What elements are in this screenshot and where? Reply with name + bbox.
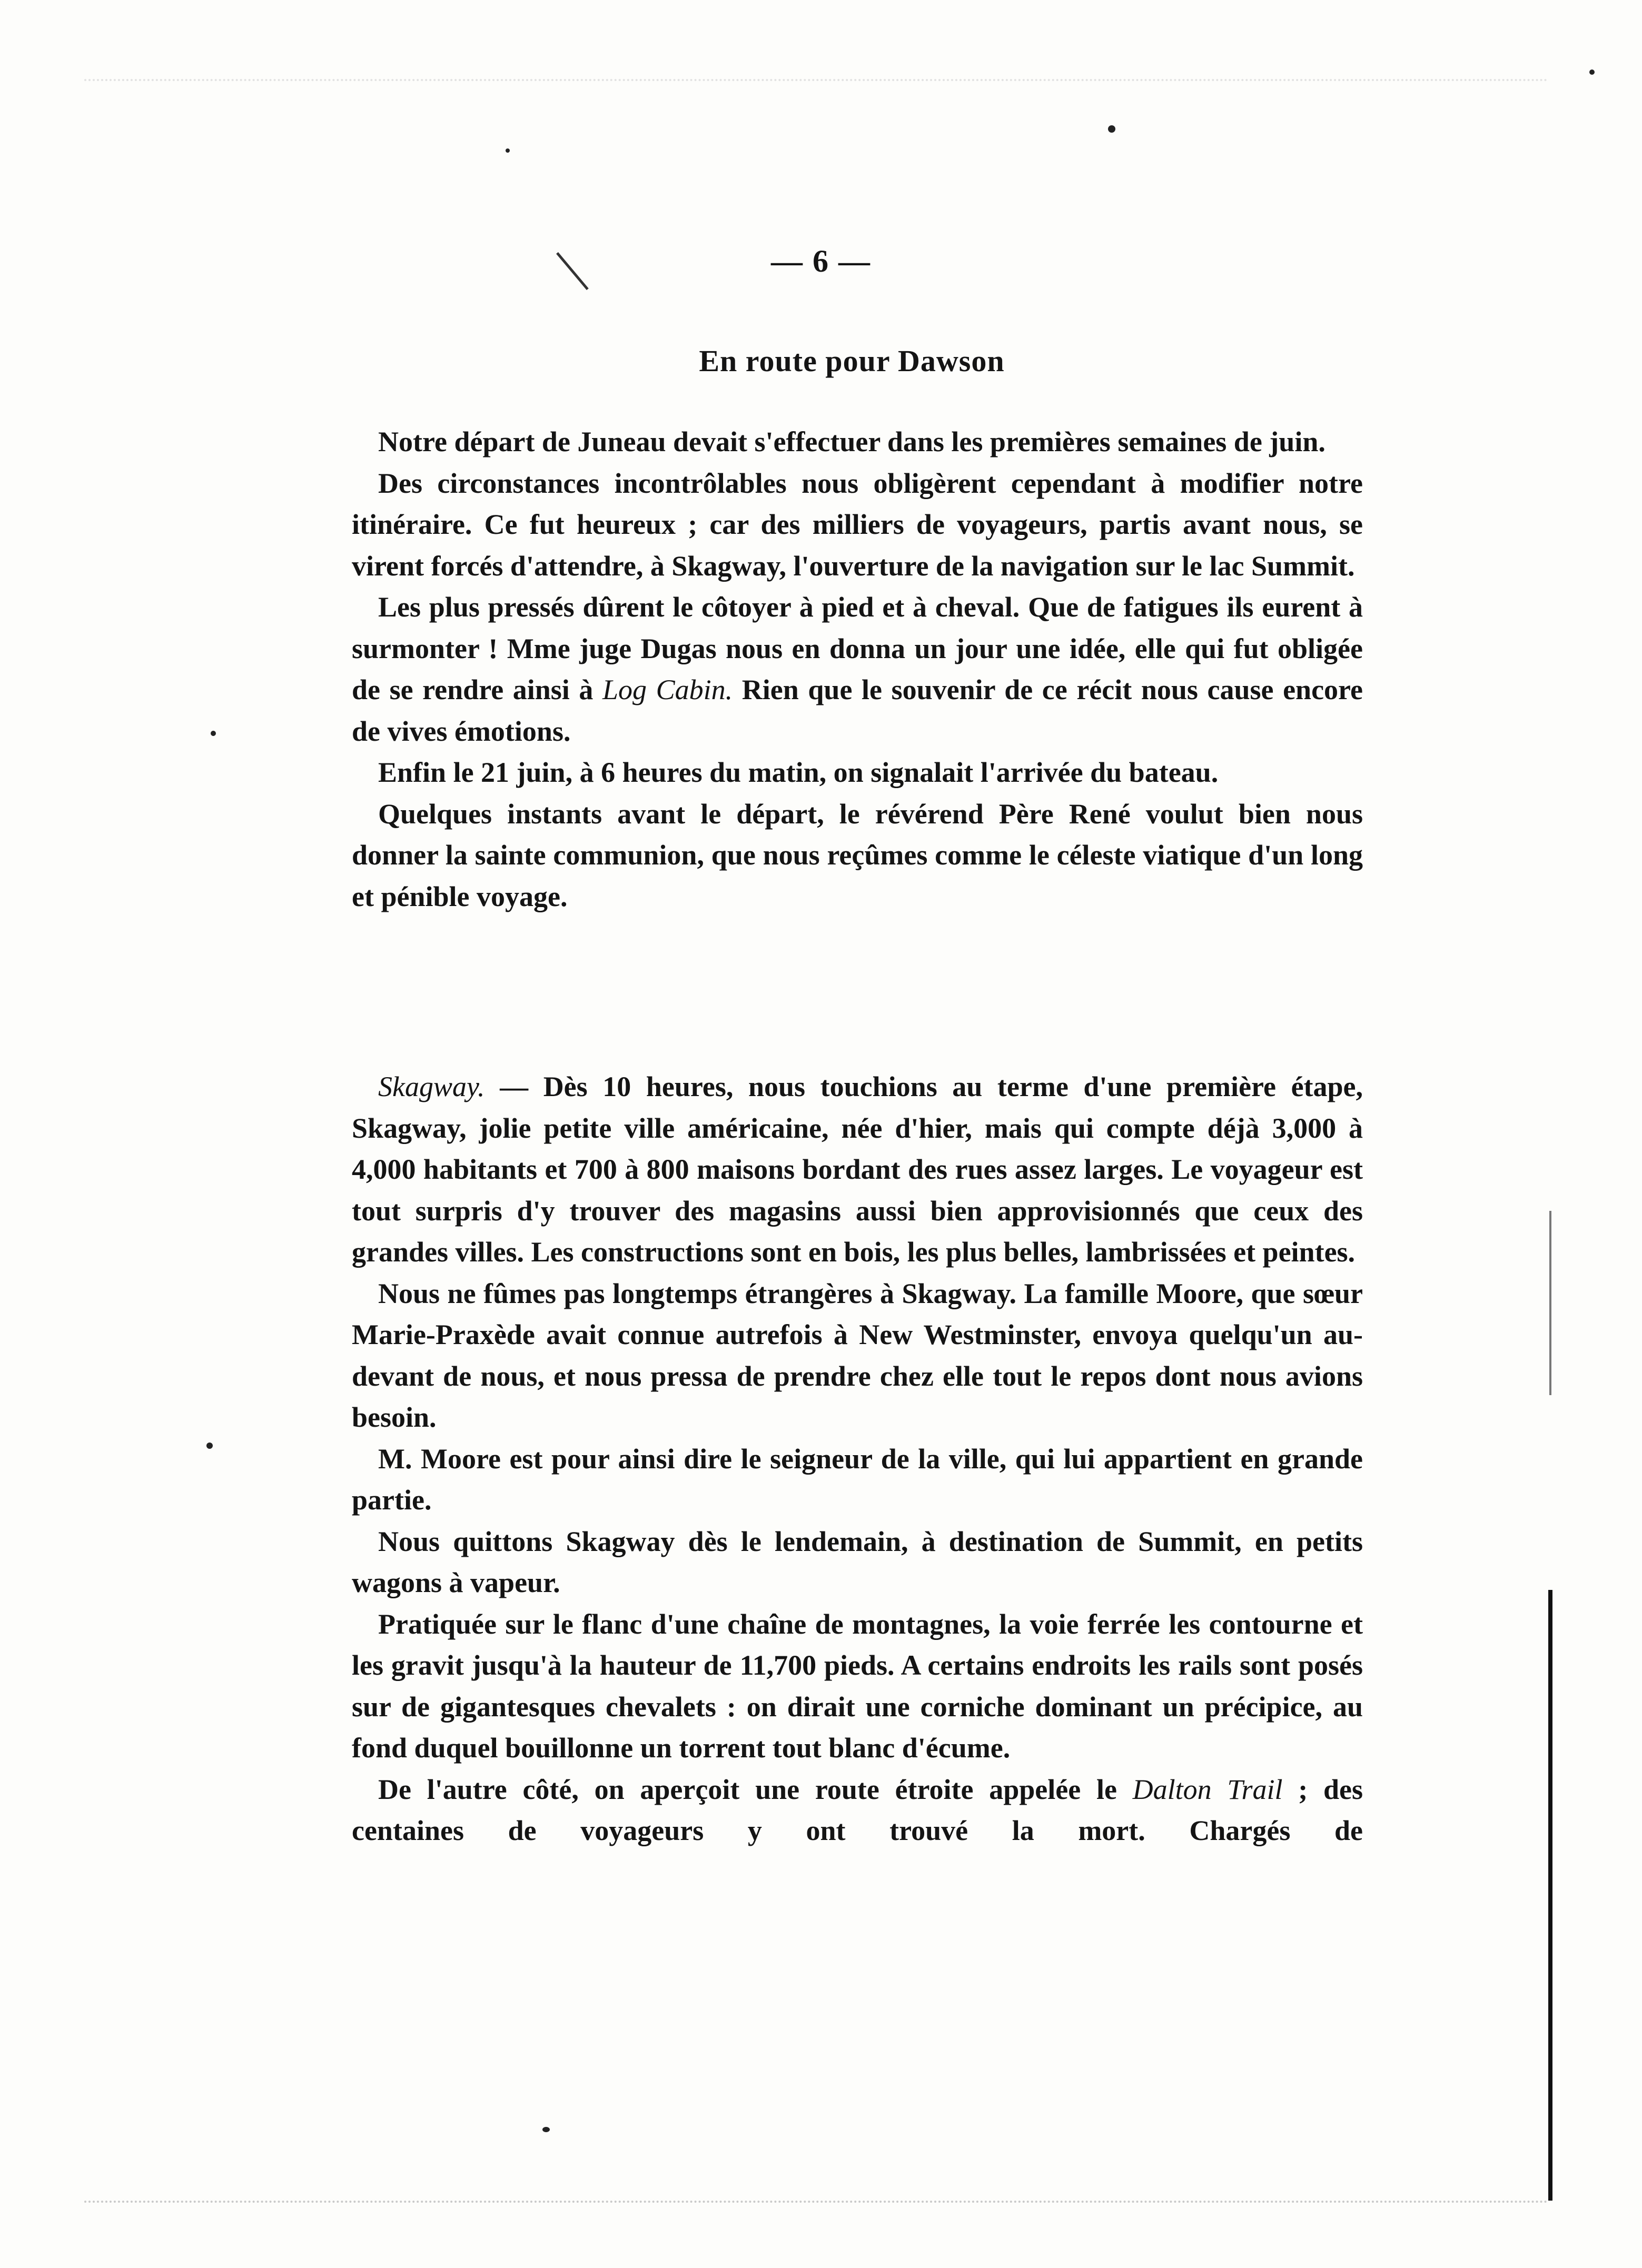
italic-trail-name: Dalton Trail (1132, 1773, 1283, 1805)
scan-dotted-edge (84, 2201, 1548, 2203)
scan-speck (506, 148, 510, 153)
scan-speck (211, 731, 216, 736)
section-label: Skagway. (378, 1071, 485, 1102)
paragraph-text: Rien que le souvenir de ce récit nous cause encore de vives émotions. (352, 674, 1363, 747)
paragraph-text: — Dès 10 heures, nous touchions au terme d'une première étape, Skagway, jolie petite ville américaine, née d'hier, mais qui compte déjà 3,000 à 4,000 habitants et 700 à 800 maisons bordant des rues assez larges. Le voyageur est tout surpris d'y trouver des magasins aussi bien approvisionnés que ceux des grandes villes. Les constructions sont en bois, les plus belles, lambrissées et peintes. (352, 1071, 1363, 1268)
text-block-departure (352, 421, 1363, 917)
paragraph-text: Les plus pressés dûrent le côtoyer à pied et à cheval. Que de fatigues ils eurent à surmonter ! Mme juge Dugas nous en donna un jour une idée, elle qui fut obligée de se rendre ainsi à (352, 591, 1363, 705)
paragraph (352, 1769, 1363, 1852)
paragraph (352, 586, 1363, 752)
scan-speck (1108, 125, 1115, 133)
paragraph: Pratiquée sur le flanc d'une chaîne de montagnes, la voie ferrée les contourne et les gravit jusqu'à la hauteur de 11,700 pieds. A certains endroits les rails sont posés sur de gigantesques chevalets : on dirait une corniche dominant un précipice, au fond duquel bouillonne un torrent tout blanc d'écume. (352, 1608, 1363, 1764)
scan-speck (1589, 69, 1595, 75)
italic-place-name: Log Cabin. (602, 674, 733, 705)
scan-speck (206, 1443, 213, 1449)
scan-speck (542, 2127, 550, 2132)
paragraph: Notre départ de Juneau devait s'effectuer dans les premières semaines de juin. (378, 426, 1326, 457)
paragraph (352, 1066, 1363, 1273)
scan-edge-line (1548, 1590, 1552, 2201)
paragraph: Nous quittons Skagway dès le lendemain, à destination de Summit, en petits wagons à vapeur. (352, 1525, 1363, 1598)
paragraph: Enfin le 21 juin, à 6 heures du matin, on signalait l'arrivée du bateau. (378, 757, 1219, 788)
paragraph-text: De l'autre côté, on aperçoit une route étroite appelée le (378, 1773, 1117, 1805)
scan-dotted-edge (84, 79, 1548, 81)
paragraph: M. Moore est pour ainsi dire le seigneur de la ville, qui lui appartient en grande partie. (352, 1443, 1363, 1516)
chapter-title: En route pour Dawson (699, 344, 1005, 378)
paragraph: Nous ne fûmes pas longtemps étrangères à Skagway. La famille Moore, que sœur Marie-Praxède avait connue autrefois à New Westminster, envoya quelqu'un au-devant de nous, et nous pressa de prendre chez elle tout le repos dont nous avions besoin. (352, 1277, 1363, 1433)
scan-edge-line (1549, 1211, 1551, 1395)
text-block-skagway (352, 1066, 1363, 1852)
page-number: — 6 — (771, 244, 871, 278)
paragraph-text: ; des centaines de voyageurs y ont trouvé la mort. Chargés de (352, 1773, 1363, 1846)
paragraph: Des circonstances incontrôlables nous obligèrent cependant à modifier notre itinéraire. Ce fut heureux ; car des milliers de voyageurs, partis avant nous, se virent forcés d'attendre, à Skagway, l'ouverture de la navigation sur le lac Summit. (352, 467, 1363, 582)
paragraph: Quelques instants avant le départ, le révérend Père René voulut bien nous donner la sainte communion, que nous reçûmes comme le céleste viatique d'un long et pénible voyage. (352, 798, 1363, 912)
